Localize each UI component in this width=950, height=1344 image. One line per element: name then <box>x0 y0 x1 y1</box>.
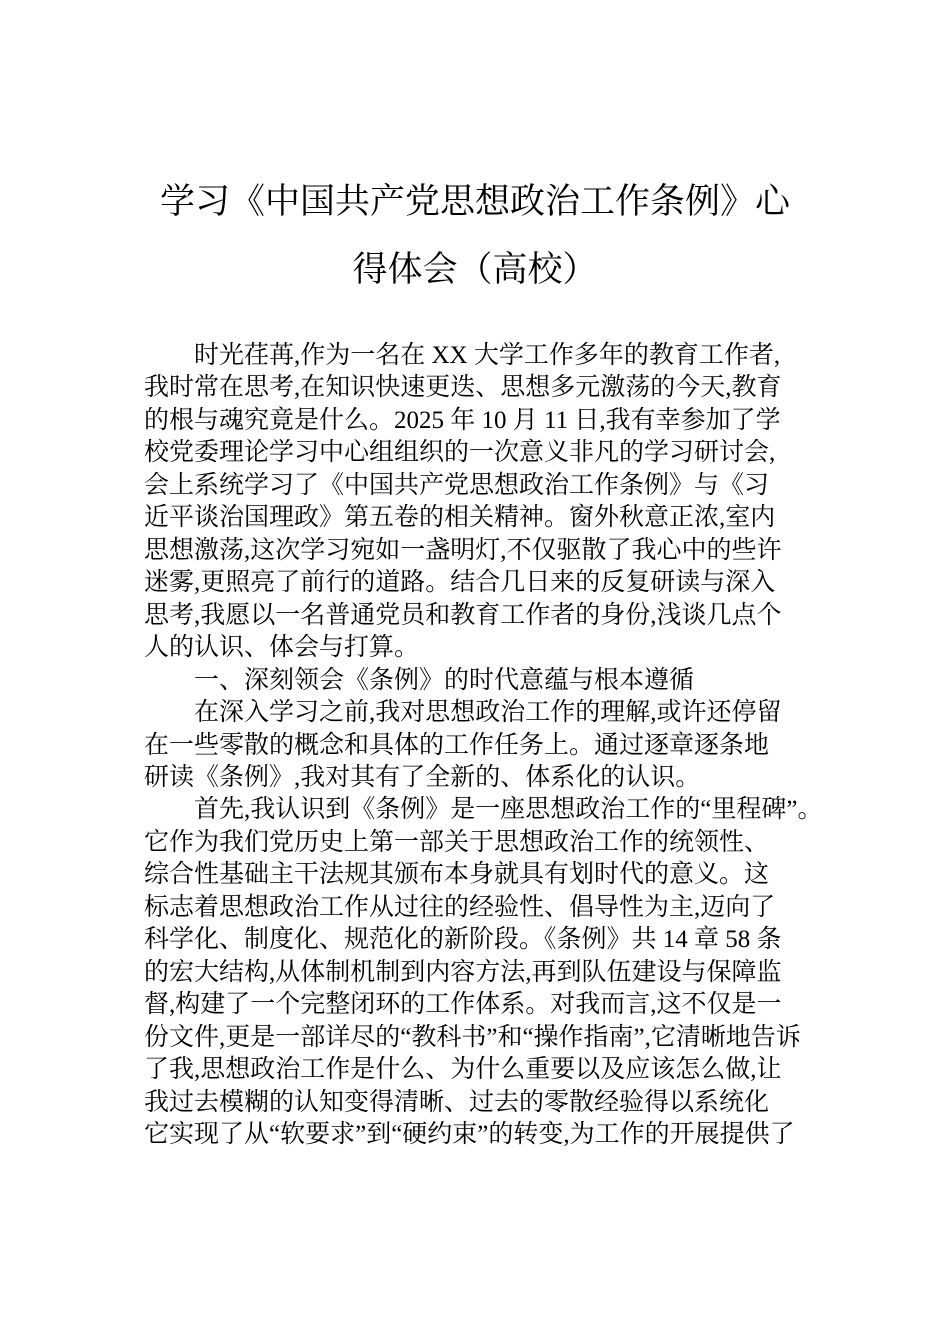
body-text-line: 它实现了从“软要求”到“硬约束”的转变,为工作的开展提供了 <box>144 1121 795 1149</box>
body-text-line: 它作为我们党历史上第一部关于思想政治工作的统领性、 <box>144 828 770 856</box>
body-text-line: 人的认识、体会与打算。 <box>144 634 420 662</box>
body-text-line: 校党委理论学习中心组组织的一次意义非凡的学习研讨会, <box>144 439 776 467</box>
body-text-line: 科学化、制度化、规范化的新阶段。《条例》共 14 章 58 条 <box>144 926 782 954</box>
body-text-line: 迷雾,更照亮了前行的道路。结合几日来的反复研读与深入 <box>144 569 776 597</box>
body-text-line: 首先,我认识到《条例》是一座思想政治工作的“里程碑”。 <box>194 796 823 824</box>
body-text-line: 我过去模糊的认知变得清晰、过去的零散经验得以系统化 <box>144 1088 770 1116</box>
body-text-line: 在一些零散的概念和具体的工作任务上。通过逐章逐条地 <box>144 731 770 759</box>
body-text-line: 时光荏苒,作为一名在 XX 大学工作多年的教育工作者, <box>194 342 781 369</box>
body-text-line: 在深入学习之前,我对思想政治工作的理解,或许还停留 <box>194 699 782 727</box>
body-text-line: 我时常在思考,在知识快速更迭、思想多元激荡的今天,教育 <box>144 374 782 402</box>
document-title-line-1: 学习《中国共产党思想政治工作条例》心 <box>159 182 790 222</box>
body-text-line: 思想激荡,这次学习宛如一盏明灯,不仅驱散了我心中的些许 <box>144 536 782 564</box>
body-text-line: 了我,思想政治工作是什么、为什么重要以及应该怎么做,让 <box>144 1056 782 1084</box>
document-title-line-2: 得体会（高校） <box>352 250 598 290</box>
body-text-line: 综合性基础主干法规其颁布本身就具有划时代的意义。这 <box>144 861 770 889</box>
body-text-line: 思考,我愿以一名普通党员和教育工作者的身份,浅谈几点个 <box>144 601 782 629</box>
body-text-line: 近平谈治国理政》第五卷的相关精神。窗外秋意正浓,室内 <box>144 504 776 532</box>
body-text-line: 标志着思想政治工作从过往的经验性、倡导性为主,迈向了 <box>144 893 776 921</box>
body-text-line: 研读《条例》,我对其有了全新的、体系化的认识。 <box>144 763 701 791</box>
section-heading: 一、深刻领会《条例》的时代意蕴与根本遵循 <box>194 666 695 694</box>
body-text-line: 的根与魂究竟是什么。2025 年 10 月 11 日,我有幸参加了学 <box>144 406 781 434</box>
body-text-line: 份文件,更是一部详尽的“教科书”和“操作指南”,它清晰地告诉 <box>144 1023 801 1051</box>
body-text-line: 会上系统学习了《中国共产党思想政治工作条例》与《习 <box>144 471 770 499</box>
body-text-line: 督,构建了一个完整闭环的工作体系。对我而言,这不仅是一 <box>144 991 782 1019</box>
body-text-line: 的宏大结构,从体制机制到内容方法,再到队伍建设与保障监 <box>144 958 782 986</box>
